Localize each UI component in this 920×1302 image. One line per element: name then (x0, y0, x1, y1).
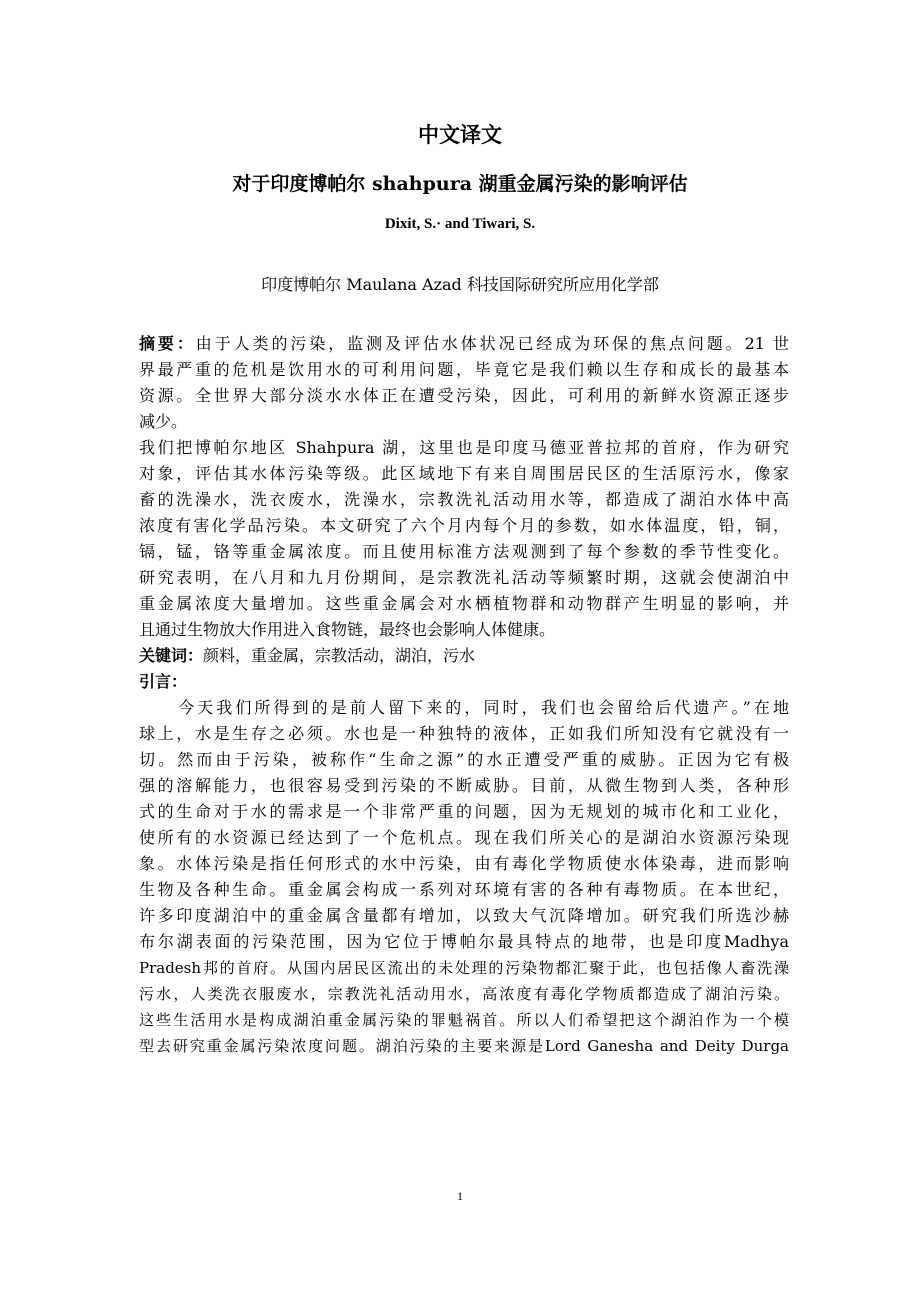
keywords-text: 颜料，重金属，宗教活动，湖泊，污水 (203, 646, 476, 665)
author-line: Dixit, S.· and Tiwari, S. (384, 216, 536, 232)
page-number: 1 (457, 1189, 463, 1203)
introduction-line: 球上，水是生存之必须。水也是一种独特的液体，正如我们所知没有它就没有一 (139, 724, 789, 743)
abstract-line: 资源。全世界大部分淡水水体正在遭受污染，因此，可利用的新鲜水资源正逐步 (139, 386, 789, 405)
study-line: 重金属浓度大量增加。这些重金属会对水栖植物群和动物群产生明显的影响，并 (139, 594, 789, 613)
introduction-paragraph (139, 695, 789, 1059)
introduction-heading (139, 669, 789, 695)
abstract-line: 摘要：由于人类的污染，监测及评估水体状况已经成为环保的焦点问题。21 世 (139, 334, 789, 353)
keywords-line (139, 643, 789, 669)
abstract-label: 摘要： (139, 334, 196, 353)
introduction-line: 强的溶解能力，也很容易受到污染的不断威胁。目前，从微生物到人类，各种形 (139, 776, 789, 795)
keywords-label: 关键词： (139, 646, 204, 665)
study-line: 我们把博帕尔地区 Shahpura 湖，这里也是印度马德亚普拉邦的首府，作为研究 (139, 438, 789, 457)
study-line: 浓度有害化学品污染。本文研究了六个月内每个月的参数，如水体温度，铅，铜， (139, 516, 789, 535)
introduction-line: 生物及各种生命。重金属会构成一系列对环境有害的各种有毒物质。在本世纪， (139, 880, 789, 899)
introduction-line: 污水，人类洗衣服废水，宗教洗礼活动用水，高浓度有毒化学物质都造成了湖泊污染。 (139, 985, 789, 1003)
introduction-line: 型去研究重金属污染浓度问题。湖泊污染的主要来源是Lord Ganesha and Deity Durga (139, 1037, 789, 1055)
introduction-line: Pradesh邦的首府。从国内居民区流出的未处理的污染物都汇聚于此，也包括像人畜洗澡 (139, 959, 789, 977)
study-line: 对象，评估其水体污染等级。此区域地下有来自周围居民区的生活原污水，像家 (139, 464, 789, 483)
introduction-line: 今天我们所得到的是前人留下来的，同时，我们也会留给后代遗产。”在地 (175, 698, 789, 717)
study-line: 镉，锰，铬等重金属浓度。而且使用标准方法观测到了每个参数的季节性变化。 (139, 542, 789, 561)
introduction-line: 式的生命对于水的需求是一个非常严重的问题，因为无规划的城市化和工业化， (139, 802, 789, 821)
introduction-line: 使所有的水资源已经达到了一个危机点。现在我们所关心的是湖泊水资源污染现 (139, 828, 789, 847)
introduction-line: 这些生活用水是构成湖泊重金属污染的罪魁祸首。所以人们希望把这个湖泊作为一个模 (139, 1011, 789, 1029)
study-line: 研究表明，在八月和九月份期间，是宗教洗礼活动等频繁时期，这就会使湖泊中 (139, 568, 789, 587)
document-heading: 中文译文 (418, 122, 502, 147)
introduction-line: 许多印度湖泊中的重金属含量都有增加，以致大气沉降增加。研究我们所选沙赫 (139, 906, 789, 925)
abstract-line: 减少。 (139, 412, 188, 431)
abstract-line: 界最严重的危机是饮用水的可利用问题，毕竟它是我们赖以生存和成长的最基本 (139, 360, 789, 379)
study-line: 畜的洗澡水，洗衣废水，洗澡水，宗教洗礼活动用水等，都造成了湖泊水体中高 (139, 490, 789, 509)
study-line: 且通过生物放大作用进入食物链，最终也会影响人体健康。 (139, 620, 556, 639)
introduction-line: 切。然而由于污染，被称作“生命之源”的水正遭受严重的威胁。正因为它有极 (139, 750, 789, 769)
introduction-label: 引言： (139, 672, 188, 691)
introduction-line: 布尔湖表面的污染范围，因为它位于博帕尔最具特点的地带，也是印度Madhya (139, 932, 789, 951)
introduction-line: 象。水体污染是指任何形式的水中污染，由有毒化学物质使水体染毒，进而影响 (139, 854, 789, 873)
affiliation-line: 印度博帕尔 Maulana Azad 科技国际研究所应用化学部 (261, 275, 659, 294)
study-paragraph (139, 435, 789, 643)
paper-title: 对于印度博帕尔 shahpura 湖重金属污染的影响评估 (232, 173, 688, 195)
keywords-paragraph (139, 643, 789, 669)
abstract-paragraph (139, 331, 789, 435)
